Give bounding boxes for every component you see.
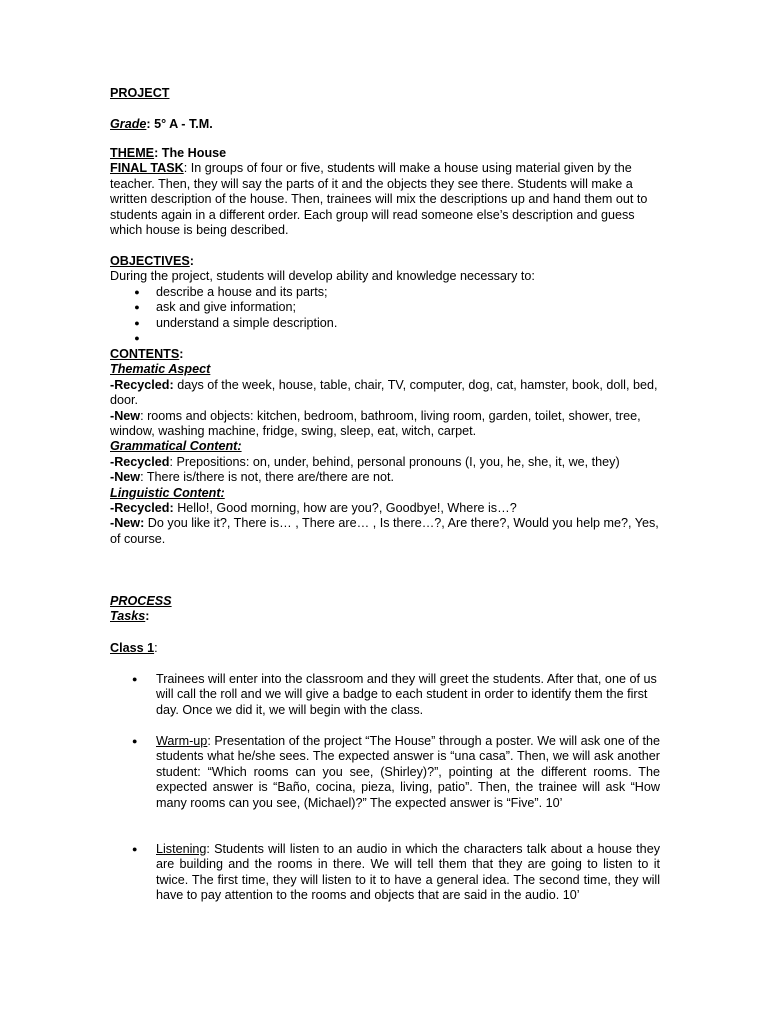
grammatical-new: -New: There is/there is not, there are/there are not. (110, 470, 394, 485)
bullet-icon: ● (132, 674, 138, 684)
project-header (110, 86, 660, 101)
grade-label: Grade (110, 117, 147, 131)
grammatical-recycled: -Recycled: Prepositions: on, under, behind, personal pronouns (I, you, he, she, it, we, they) (110, 454, 620, 469)
grade-line (110, 117, 660, 132)
objectives-intro: During the project, students will develop ability and knowledge necessary to: (110, 269, 535, 284)
thematic-recycled: -Recycled: days of the week, house, table, chair, TV, computer, dog, cat, hamster, book, doll, bed, door. (110, 377, 658, 408)
list-item: ● Warm-up: Presentation of the project “The House” through a poster. We will ask one of the students what he/she sees. The expected answer is “una casa”. Then, we will ask another student: “Which rooms can you see, (Shirley)?”, pointing at the different rooms. The expected answer is “Baño, cocina, pieza, living, patio”. Then, the trainee will ask “How many rooms can you see, (Michael)?” The expected answer is “Five”. 10’ (132, 734, 660, 810)
project-title: PROJECT (110, 86, 170, 100)
thematic-new: -New: rooms and objects: kitchen, bedroom, bathroom, living room, garden, toilet, shower, tree, window, washing machine, fridge, swing, sleep, eat, witch, carpet. (110, 408, 641, 439)
linguistic-new: -New: Do you like it?, There is… , There are… , Is there…?, Are there?, Would you help me?, Yes, of course. (110, 516, 659, 546)
grade-value: : 5° A - T.M. (146, 117, 213, 131)
bullet-icon: ● (132, 736, 138, 746)
list-item: ● understand a simple description. (110, 316, 660, 331)
tasks-label: Tasks (110, 609, 146, 624)
final-task-text: : In groups of four or five, students will make a house using material given by the teacher. Then, they will say the parts of it and the objects they see there. Students will make a written description of the house. Then, trainees will mix the descriptions up and hand them out to students again in a different order. Each group will read someone else’s description and guess which house is being described. (110, 161, 648, 238)
class-1-item-2 (110, 734, 660, 811)
grammatical-content-label: Grammatical Content: (110, 439, 242, 454)
bullet-icon: ● (132, 844, 138, 854)
list-item (110, 331, 660, 346)
bullet-icon: ● (134, 302, 140, 313)
contents-label: CONTENTS (110, 347, 180, 361)
class-1-item-3 (110, 842, 660, 904)
class-1-heading: Class 1: (110, 641, 158, 655)
thematic-aspect-label: Thematic Aspect (110, 362, 211, 377)
linguistic-content-label: Linguistic Content: (110, 485, 225, 500)
theme-section (110, 146, 660, 238)
contents-section: CONTENTS: Thematic Aspect -Recycled: days of the week, house, table, chair, TV, computer, dog, cat, hamster, book, doll, bed, door. -New: rooms and objects: kitchen, bedroom, bathroom, living room, garden, toilet, shower, tree, window, washing machine, fridge, swing, sleep, eat, witch, carpet. Grammatical Content: -Recycled: Prepositions: on, under, behind, personal pronouns (I, you, he, she, it, we, they) -New: There is/there is not, there are/there are not. Linguistic Content: -Recycled: Hello!, Good morning, how are you?, Goodbye!, Where is…? -New: Do you like it?, There is… , There are… , Is there…?, Are there?, Would you help me?, Yes, of course. (110, 347, 659, 546)
list-item: ● Listening: Students will listen to an audio in which the characters talk about a house they are building and the rooms in there. We will tell them that they are going to listen to it twice. The first time, they will listen to it to have a general idea. The second time, they will have to pay attention to the rooms and objects that are said in the audio. 10’ (132, 842, 660, 903)
theme-label: THEME (110, 146, 155, 160)
list-item: ● ask and give information; (110, 300, 660, 315)
final-task-paragraph (110, 161, 660, 238)
objectives-list (110, 285, 660, 347)
class-1-item-1 (110, 672, 660, 718)
bullet-icon: ● (134, 317, 140, 328)
linguistic-recycled: -Recycled: Hello!, Good morning, how are you?, Goodbye!, Where is…? (110, 501, 517, 516)
objectives-section: OBJECTIVES: During the project, students will develop ability and knowledge necessary to: ● describe a house and its parts; ● ask and give information; ● understand a simple description. ● (110, 254, 660, 346)
process-label: PROCESS (110, 594, 172, 608)
class-label: Class 1 (110, 641, 155, 655)
theme-value: : The House (154, 146, 227, 160)
warm-up-label: Warm-up (156, 734, 208, 748)
list-item: ● Trainees will enter into the classroom and they will greet the students. After that, one of us will call the roll and we will give a badge to each student in order to identify them the first day. Once we did it, we will begin with the class. (132, 672, 657, 717)
final-task-label: FINAL TASK (110, 161, 184, 176)
bullet-icon: ● (134, 286, 140, 297)
list-item: ● describe a house and its parts; (110, 285, 660, 300)
objectives-label: OBJECTIVES (110, 254, 190, 268)
process-section: PROCESS Tasks: (110, 594, 172, 624)
bullet-icon: ● (134, 333, 140, 344)
listening-label: Listening (156, 842, 207, 856)
